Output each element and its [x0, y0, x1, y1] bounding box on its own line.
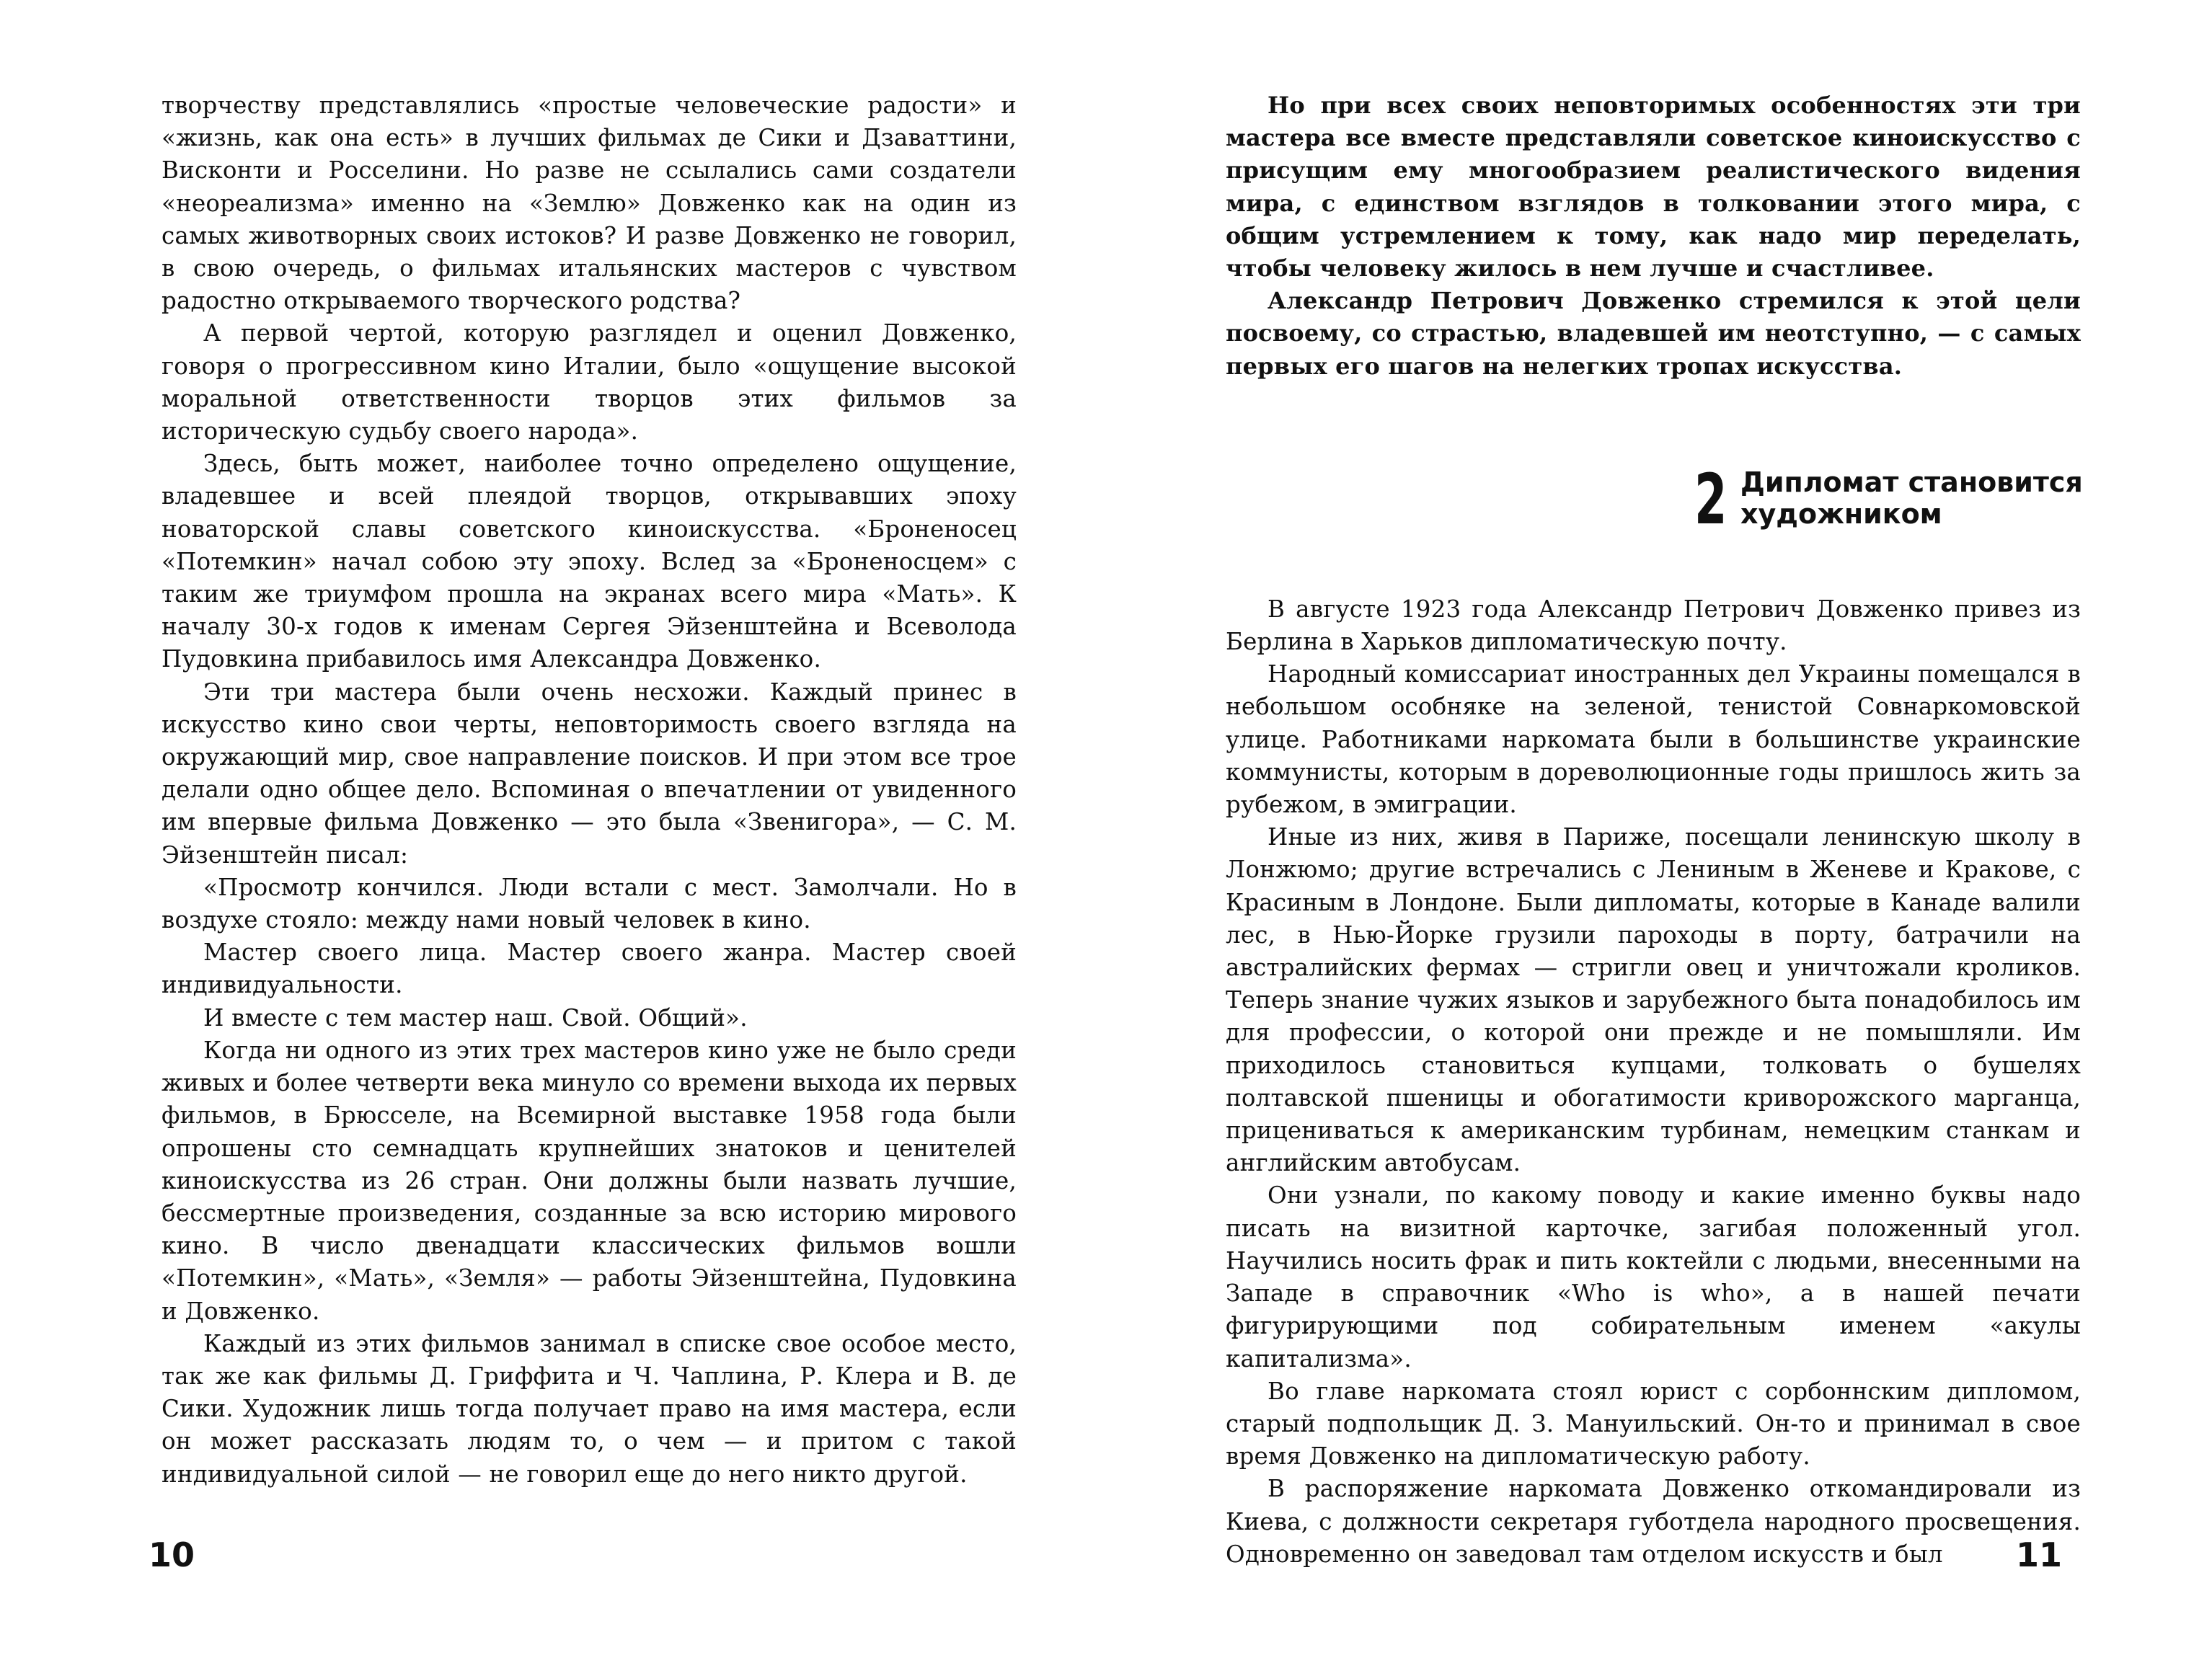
paragraph: Здесь, быть может, наиболее точно определено ощущение, владевшее и всей плеядой творцов, открывавших эпоху новаторской славы советского киноискусства. «Броненосец «Потемкин» начал собою эту эпоху. Вслед за «Броненосцем» с таким же триумфом прошла на экранах всего мира «Мать». К началу 30-х годов к именам Сергея Эйзенштейна и Всеволода Пудовкина прибавилось имя Александра Довженко.: [162, 450, 1017, 673]
paragraph: В августе 1923 года Александр Петрович Довженко привез из Берлина в Харьков дипломатическую почту.: [1226, 595, 2081, 656]
chapter-title-line: художником: [1740, 497, 1942, 530]
chapter-title: [1740, 466, 2087, 530]
paragraph: А первой чертой, которую разглядел и оценил Довженко, говоря о прогрессивном кино Италии, было «ощущение высокой моральной ответственности творцов этих фильмов за историческую судьбу своего народа».: [162, 319, 1017, 445]
page-number: 11: [2016, 1535, 2063, 1574]
chapter-number: 2: [1694, 458, 1727, 540]
paragraph: Иные из них, живя в Париже, посещали ленинскую школу в Лонжюмо; другие встречались с Лениным в Женеве и Кракове, с Красиным в Лондоне. Были дипломаты, которые в Канаде валили лес, в Нью-Йорке грузили пароходы в порту, батрачили на австралийских фермах — стригли овец и уничтожали кроликов. Теперь знание чужих языков и зарубежного быта понадобилось им для профессии, о которой они прежде и не помышляли. Им приходилось становиться купцами, толковать о бушелях полтавской пшеницы и обогатимости криворожского марганца, прицениваться к американским турбинам, немецким станкам и английским автобусам.: [1226, 823, 2081, 1177]
chapter-title-line: Дипломат становится: [1740, 466, 2083, 498]
paragraph: Каждый из этих фильмов занимал в списке свое особое место, так же как фильмы Д. Гриффита и Ч. Чаплина, Р. Клера и В. де Сики. Художник лишь тогда получает право на имя мастера, если он может рассказать людям то, о чем — и притом с такой индивидуальной силой — не говорил еще до него никто другой.: [162, 1329, 1017, 1488]
left-text-column: [162, 89, 1017, 1491]
paragraph: В распоряжение наркомата Довженко откомандировали из Киева, с должности секретаря губотдела народного просвещения. Одновременно он заведовал там отделом искусств и был: [1226, 1475, 2081, 1568]
paragraph: Когда ни одного из этих трех мастеров кино уже не было среди живых и более четверти века минуло со времени выхода их первых фильмов, в Брюсселе, на Всемирной выставке 1958 года были опрошены сто семнадцать крупнейших знатоков и ценителей киноискусства из 26 стран. Они должны были назвать лучшие, бессмертные произведения, созданные за всю историю мирового кино. В число двенадцати классических фильмов вошли «Потемкин», «Мать», «Земля» — работы Эйзенштейна, Пудовкина и Довженко.: [162, 1036, 1017, 1325]
paragraph: Они узнали, по какому поводу и какие именно буквы надо писать на визитной карточке, загибая положенный угол. Научились носить фрак и пить коктейли с людьми, внесенными на Западе в справочник «Who is who», а в нашей печати фигурирующими под собирательным именем «акулы капитализма».: [1226, 1181, 2081, 1373]
paragraph: творчеству представлялись «простые человеческие радости» и «жизнь, как она есть» в лучших фильмах де Сики и Дзаваттини, Висконти и Росселини. Но разве не ссылались сами создатели «неореализма» именно на «Землю» Довженко как на один из самых животворных своих истоков? И разве Довженко не говорил, в свою очередь, о фильмах итальянских мастеров с чувством радостно открываемого творческого родства?: [162, 92, 1017, 315]
page-number: 10: [149, 1535, 195, 1574]
paragraph: Народный комиссариат иностранных дел Украины помещался в небольшом особняке на зеленой, тенистой Совнаркомовской улице. Работниками наркомата были в большинстве украинские коммунисты, которым в дореволюционные годы пришлось жить за рубежом, в эмиграции.: [1226, 660, 2081, 819]
chapter-end-section: [1226, 89, 2081, 383]
paragraph: Но при всех своих неповторимых особенностях эти три мастера все вместе представляли советское киноискусство с присущим ему многообразием реалистического видения мира, с единством взглядов в толковании этого мира, с общим устремлением к тому, как надо мир переделать, чтобы человеку жилось в нем лучше и счастливее.: [1226, 92, 2081, 283]
paragraph: И вместе с тем мастер наш. Свой. Общий».: [203, 1003, 748, 1032]
right-text-column: [1226, 89, 2081, 1571]
right-page: [1106, 0, 2212, 1676]
paragraph: Во главе наркомата стоял юрист с сорбоннским дипломом, старый подпольщик Д. З. Мануильский. Он-то и принимал в свое время Довженко на дипломатическую работу.: [1226, 1377, 2081, 1471]
chapter-heading: [1226, 458, 2083, 547]
paragraph: Эти три мастера были очень несхожи. Каждый принес в искусство кино свои черты, неповторимость своего взгляда на окружающий мир, свое направление поисков. И при этом все трое делали одно общее дело. Вспоминая о впечатлении от увиденного им впервые фильма Довженко — это была «Звенигора», — С. М. Эйзенштейн писал:: [162, 678, 1017, 869]
paragraph: «Просмотр кончился. Люди встали с мест. Замолчали. Но в воздухе стояло: между нами новый человек в кино.: [162, 873, 1017, 934]
paragraph: Александр Петрович Довженко стремился к этой цели посвоему, со страстью, владевшей им неотступно, — с самых первых его шагов на нелегких тропах искусства.: [1226, 287, 2081, 380]
paragraph: Мастер своего лица. Мастер своего жанра. Мастер своей индивидуальности.: [162, 939, 1017, 999]
